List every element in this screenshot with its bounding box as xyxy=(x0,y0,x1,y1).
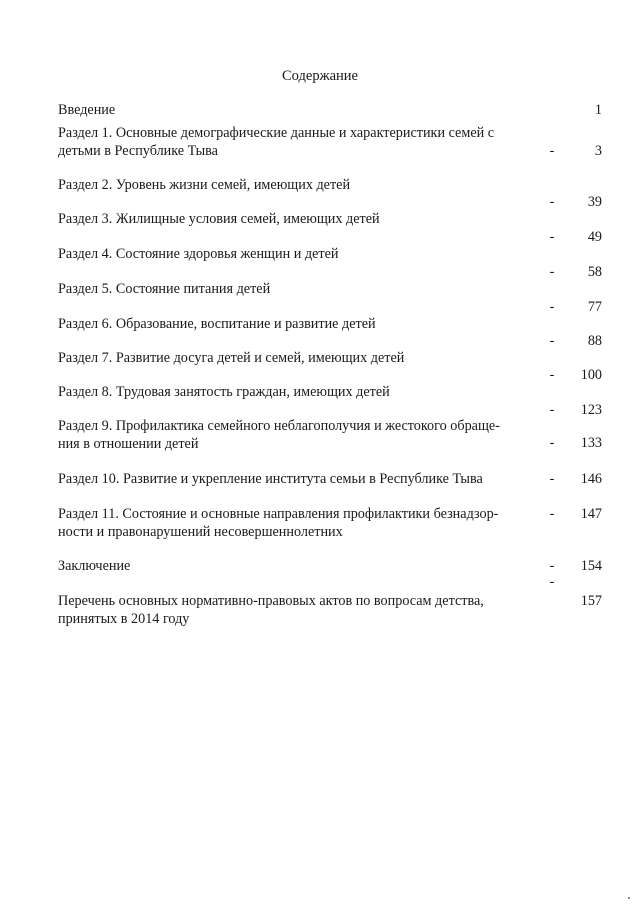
toc-entry-section-6 xyxy=(58,315,528,333)
toc-entry-text: детьми в Республике Тыва xyxy=(58,143,218,159)
toc-entry-section-10 xyxy=(58,470,528,488)
toc-leader-dash: - xyxy=(549,367,555,383)
toc-page-number: 157 xyxy=(580,593,602,609)
toc-page-number: 123 xyxy=(580,402,602,418)
toc-entry-text: ности и правонарушений несовершеннолетних xyxy=(58,524,343,540)
toc-entry-text: Раздел 11. Состояние и основные направления профилактики безнадзор- xyxy=(58,506,499,522)
toc-page-number: 1 xyxy=(594,102,602,118)
toc-page-number: 49 xyxy=(587,229,602,245)
toc-page-number: 58 xyxy=(587,264,602,280)
toc-entry-text: Раздел 7. Развитие досуга детей и семей, имеющих детей xyxy=(58,350,405,366)
toc-entry-text: Заключение xyxy=(58,558,131,574)
toc-entry-text: принятых в 2014 году xyxy=(58,611,190,627)
toc-leader-dash: - xyxy=(549,229,555,245)
toc-page-number: 77 xyxy=(587,299,602,315)
toc-leader-dash: - xyxy=(549,471,555,487)
toc-entry-text: Раздел 6. Образование, воспитание и развитие детей xyxy=(58,316,376,332)
toc-page-number: 100 xyxy=(580,367,602,383)
toc-entry-intro xyxy=(58,101,528,119)
toc-page-number: 133 xyxy=(580,435,602,451)
toc-leader-dash: - xyxy=(549,264,555,280)
toc-entry-acts-list xyxy=(58,592,528,628)
toc-page-number: 146 xyxy=(580,471,602,487)
toc-entry-section-8 xyxy=(58,383,528,401)
toc-entry-section-11 xyxy=(58,505,528,541)
toc-leader-dash: - xyxy=(549,333,555,349)
toc-entry-text: Раздел 5. Состояние питания детей xyxy=(58,281,271,297)
toc-leader-dash: - xyxy=(549,299,555,315)
toc-leader-dash: - xyxy=(549,143,555,159)
toc-entry-text: Перечень основных нормативно-правовых актов по вопросам детства, xyxy=(58,593,484,609)
toc-entry-section-1 xyxy=(58,124,528,160)
toc-page-number: 3 xyxy=(594,143,602,159)
toc-leader-dash: - xyxy=(549,506,555,522)
toc-entry-text: Раздел 4. Состояние здоровья женщин и детей xyxy=(58,246,339,262)
toc-entry-section-3 xyxy=(58,210,528,228)
toc-entry-section-5 xyxy=(58,280,528,298)
toc-entry-text: ния в отношении детей xyxy=(58,436,199,452)
toc-entry-text: Раздел 2. Уровень жизни семей, имеющих детей xyxy=(58,177,351,193)
toc-title: Содержание xyxy=(282,68,358,84)
toc-entry-text: Раздел 8. Трудовая занятость граждан, имеющих детей xyxy=(58,384,390,400)
toc-entry-text: Введение xyxy=(58,102,116,118)
toc-entry-text: Раздел 3. Жилищные условия семей, имеющих детей xyxy=(58,211,380,227)
toc-entry-section-4 xyxy=(58,245,528,263)
toc-entry-section-2 xyxy=(58,176,528,194)
toc-entry-section-7 xyxy=(58,349,528,367)
toc-entry-section-9 xyxy=(58,417,528,453)
toc-leader-dash: - xyxy=(549,558,555,574)
toc-page-number: 39 xyxy=(587,194,602,210)
toc-page-number: 147 xyxy=(580,506,602,522)
toc-entry-text: Раздел 1. Основные демографические данные и характеристики семей с xyxy=(58,125,495,141)
toc-entry-text: Раздел 10. Развитие и укрепление института семьи в Республике Тыва xyxy=(58,471,483,487)
toc-entry-conclusion xyxy=(58,557,528,575)
toc-page-number: 154 xyxy=(580,558,602,574)
toc-page-number: 88 xyxy=(587,333,602,349)
toc-entry-text: Раздел 9. Профилактика семейного неблагополучия и жестокого обраще- xyxy=(58,418,500,434)
toc-leader-dash: - xyxy=(549,435,555,451)
toc-leader-dash: - xyxy=(549,402,555,418)
toc-leader-dash: - xyxy=(549,574,555,590)
scan-artifact-dot xyxy=(628,897,630,899)
toc-leader-dash: - xyxy=(549,194,555,210)
